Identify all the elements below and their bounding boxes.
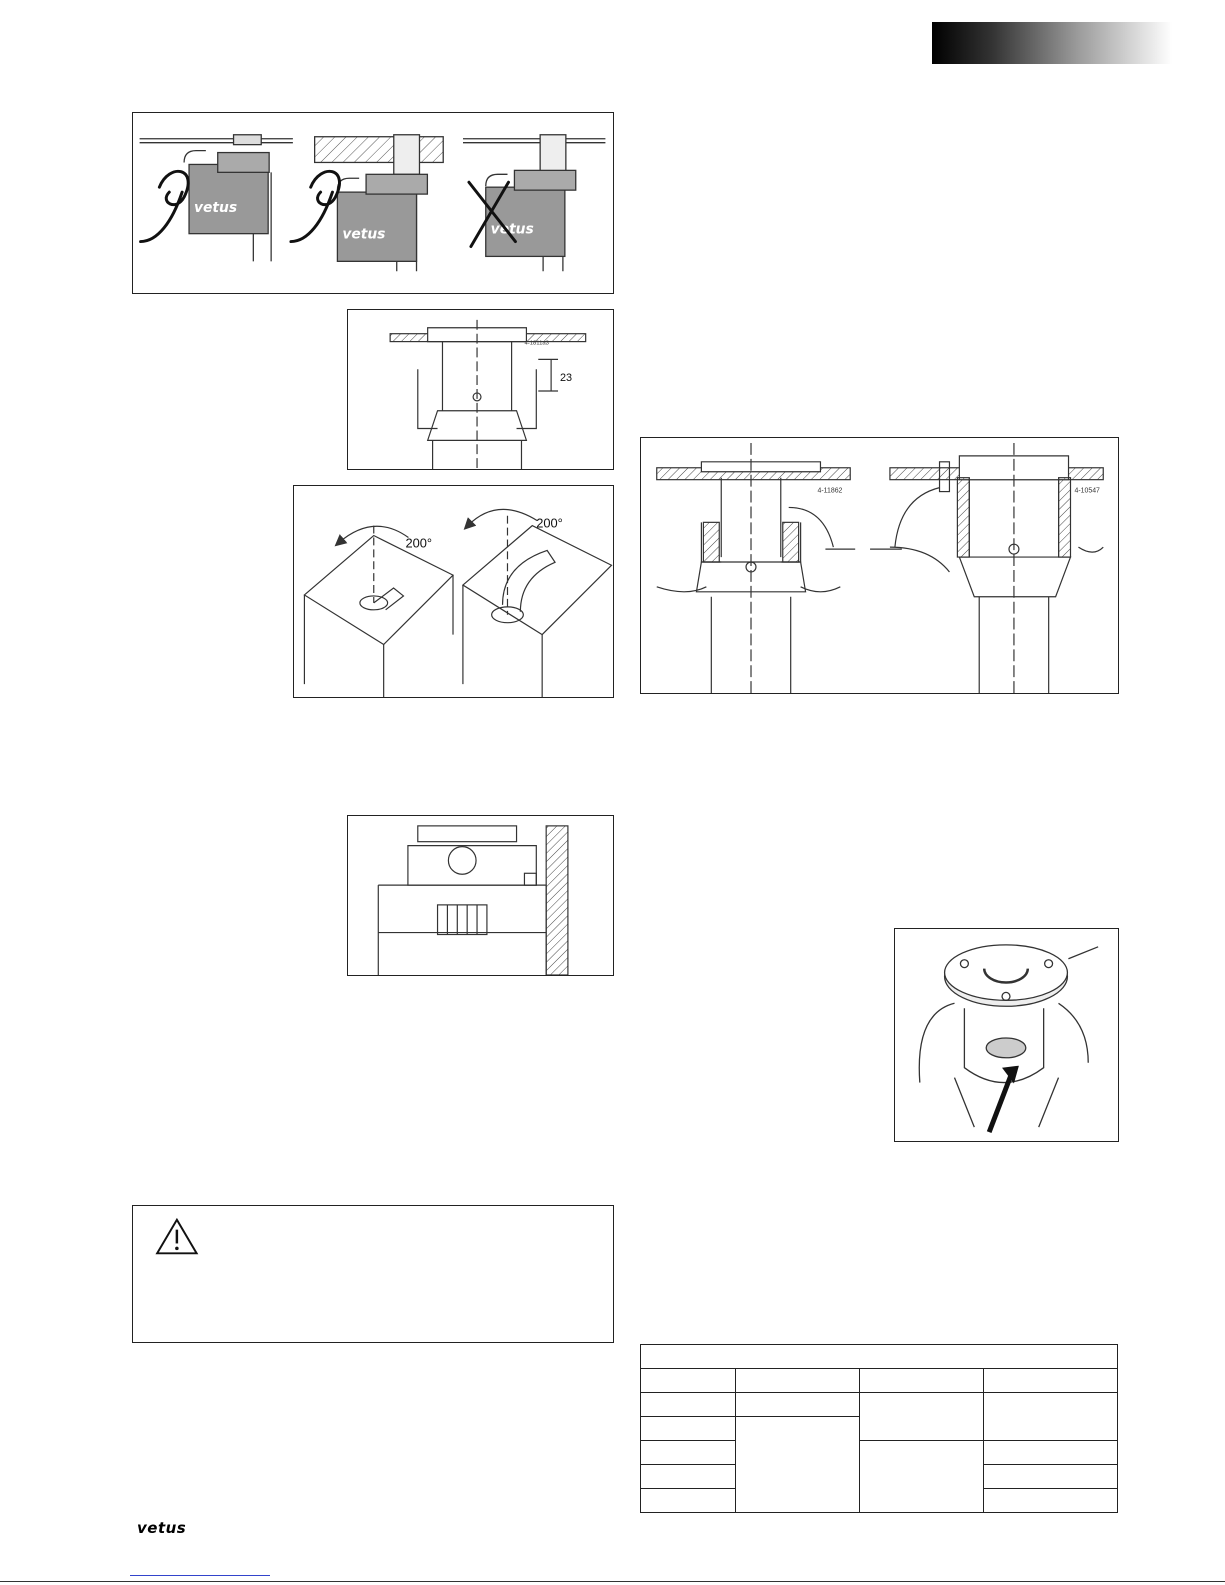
warning-triangle-icon — [157, 1220, 196, 1254]
footer-link-rule — [130, 1575, 270, 1576]
part-code-right: 4-10547 — [1074, 487, 1100, 495]
figure-deck-fitting-section — [347, 309, 614, 470]
header-gradient-tab — [932, 22, 1172, 64]
dimension-label: 23 — [560, 372, 573, 385]
warning-box — [132, 1205, 614, 1343]
spec-table — [640, 1344, 1118, 1513]
figure-tank-wall-clearance — [347, 815, 614, 976]
rotation-angle-left: 200° — [405, 535, 433, 551]
tank-brand-label-2: vetus — [342, 226, 386, 243]
tank-brand-label-3: vetus — [490, 221, 534, 238]
rotation-angle-right: 200° — [536, 515, 563, 531]
tank-brand-label-1: vetus — [193, 199, 238, 216]
mounting-options-drawing — [133, 113, 613, 293]
figure-mounting-options — [132, 112, 614, 294]
part-code-label: 4-1811a3 — [524, 340, 549, 347]
table-title-cell — [641, 1345, 1118, 1369]
footer-logo: vetus — [137, 1519, 187, 1537]
figure-hose-rotation — [293, 485, 614, 698]
figure-grounding-options — [640, 437, 1119, 694]
check-mark-1 — [141, 171, 189, 241]
figure-deck-cap-filter — [894, 928, 1119, 1142]
check-mark-2 — [291, 171, 340, 241]
table-row — [641, 1345, 1118, 1369]
table-row — [641, 1441, 1118, 1465]
table-row — [641, 1369, 1118, 1393]
part-code-left: 4-11862 — [817, 487, 843, 495]
footer-rule — [0, 1581, 1225, 1582]
table-row — [641, 1393, 1118, 1417]
